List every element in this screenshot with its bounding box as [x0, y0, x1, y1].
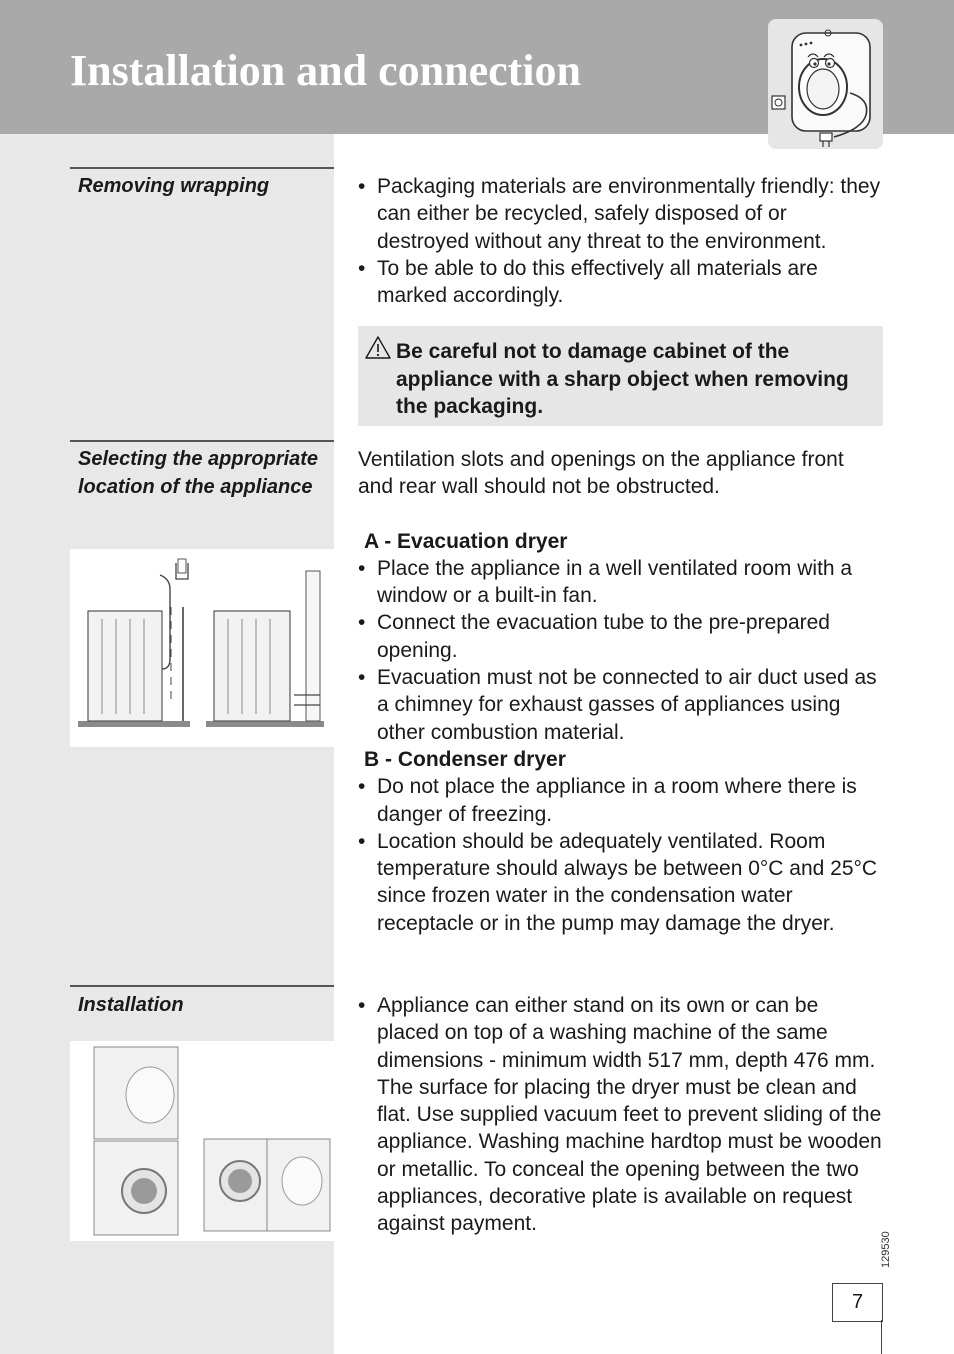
stacked-appliances-illustration — [70, 1041, 334, 1241]
list-item: • Location should be adequately ventilated. Room temperature should always be between 0°C and 25°C since frozen water in the condensation water receptacle or in the pump may damage the dryer. — [358, 828, 883, 937]
removing-wrapping-text — [358, 173, 883, 309]
section-label-location: Selecting the appropriate location of the appliance — [78, 448, 319, 498]
bullet-list — [358, 173, 883, 309]
list-item: • Evacuation must not be connected to air duct used as a chimney for exhaust gasses of appliances using other combustion material. — [358, 664, 883, 746]
dryer-ventilation-illustration — [70, 549, 334, 747]
installation-text — [358, 992, 883, 1238]
warning-triangle-icon — [364, 335, 392, 366]
location-text — [358, 446, 883, 937]
warning-text: Be careful not to damage cabinet of the appliance with a sharp object when removing the packaging. — [396, 340, 849, 418]
bullet-list — [358, 773, 883, 937]
list-item: • Appliance can either stand on its own or can be placed on top of a washing machine of the same dimensions - minimum width 517 mm, depth 476 mm. The surface for placing the dryer must be clean and flat. Use supplied vacuum feet to prevent sliding of the appliance. Washing machine hardtop must be wooden or metallic. To conceal the opening between the two appliances, decorative plate is available on request against payment. — [358, 992, 883, 1238]
list-item: • Connect the evacuation tube to the pre-prepared opening. — [358, 609, 883, 664]
section-label-removing-wrapping: Removing wrapping — [78, 175, 270, 197]
dryer-mascot-plug-icon — [768, 19, 883, 149]
subhead-evacuation-dryer: A - Evacuation dryer — [364, 529, 568, 553]
section-divider — [70, 167, 334, 169]
page-title: Installation and connection — [70, 46, 581, 95]
list-item: • Place the appliance in a well ventilated room with a window or a built-in fan. — [358, 555, 883, 610]
section-label-installation: Installation — [78, 994, 184, 1016]
document-code: 129530 — [880, 1231, 892, 1268]
section-divider — [70, 440, 334, 442]
list-item: • Packaging materials are environmentally friendly: they can either be recycled, safely disposed of or destroyed without any threat to the environment. — [358, 173, 883, 255]
location-intro: Ventilation slots and openings on the appliance front and rear wall should not be obstructed. — [358, 448, 844, 499]
page-number-tick — [881, 1320, 882, 1354]
list-item: • Do not place the appliance in a room where there is danger of freezing. — [358, 773, 883, 828]
subhead-condenser-dryer: B - Condenser dryer — [364, 747, 566, 771]
warning-box — [358, 326, 883, 426]
list-item: • To be able to do this effectively all materials are marked accordingly. — [358, 255, 883, 310]
section-divider — [70, 985, 334, 987]
page-number: 7 — [832, 1283, 883, 1322]
bullet-list — [358, 555, 883, 746]
bullet-list — [358, 992, 883, 1238]
